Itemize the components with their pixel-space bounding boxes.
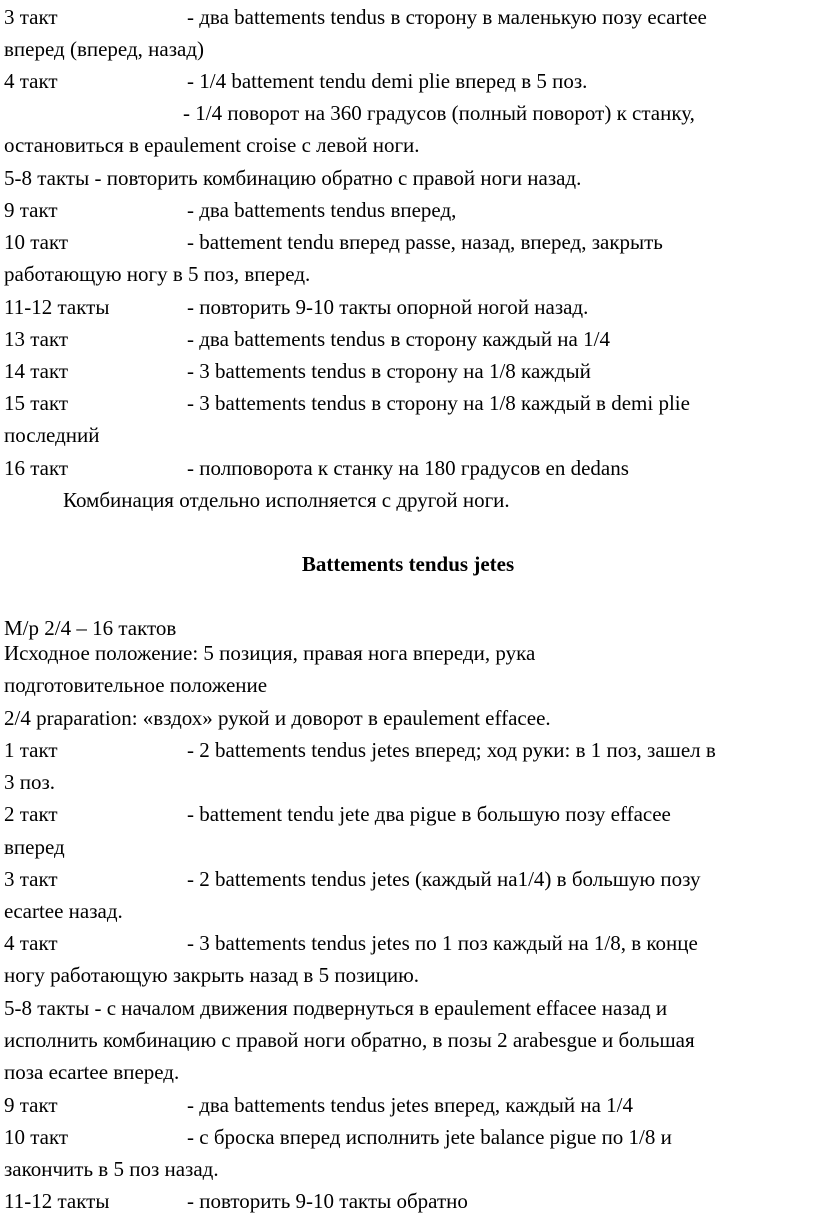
bar-text: - 2 battements tendus jetes (каждый на1/4) в большую позу (187, 867, 701, 891)
line-continuation: ecartee назад. (4, 899, 123, 923)
line-11-12-takty (4, 294, 589, 320)
line-2-takt (4, 801, 671, 827)
bar-text: - два battements tendus в сторону каждый на 1/4 (187, 327, 610, 351)
line-4-takt (4, 68, 588, 94)
line-9-takt (4, 197, 457, 223)
bar-label: 10 такт (4, 230, 69, 254)
line-14-takt (4, 358, 591, 384)
line-continuation: закончить в 5 поз назад. (4, 1157, 219, 1181)
line-3-takt-jetes (4, 866, 701, 892)
bar-text: - 2 battements tendus jetes вперед; ход руки: в 1 поз, зашел в (187, 738, 716, 762)
line-9-takt-jetes (4, 1092, 634, 1118)
line-15-takt (4, 390, 690, 416)
line-preparation: 2/4 praparation: «вздох» рукой и доворот в epaulement effacee. (4, 706, 551, 730)
combination-note: Комбинация отдельно исполняется с другой ноги. (63, 488, 510, 512)
line-continuation: ногу работающую закрыть назад в 5 позицию. (4, 963, 420, 987)
bar-text: - battement tendu jete два pigue в большую позу effacee (187, 802, 671, 826)
line-16-takt (4, 455, 629, 481)
line-starting-position: Исходное положение: 5 позиция, правая нога впереди, рука (4, 641, 536, 665)
bar-label: 4 такт (4, 69, 58, 93)
line-10-takt (4, 229, 663, 255)
bar-label: 3 такт (4, 867, 58, 891)
bar-text: - два battements tendus вперед, (187, 198, 457, 222)
bar-label: 13 такт (4, 327, 69, 351)
bar-text: - 1/4 battement tendu demi plie вперед в 5 поз. (187, 69, 588, 93)
line-continuation: вперед (вперед, назад) (4, 37, 205, 61)
bar-text: - 3 battements tendus в сторону на 1/8 каждый в demi plie (187, 391, 690, 415)
line-continuation: - 1/4 поворот на 360 градусов (полный поворот) к станку, (183, 101, 695, 125)
bar-label: 14 такт (4, 359, 69, 383)
bar-label: 9 такт (4, 1093, 58, 1117)
bar-label: 1 такт (4, 738, 58, 762)
bar-label: 9 такт (4, 198, 58, 222)
line-continuation: подготовительное положение (4, 673, 268, 697)
bar-text: - два battements tendus в сторону в маленькую позу ecartee (187, 5, 707, 29)
line-1-takt (4, 737, 716, 763)
bar-label: 16 такт (4, 456, 69, 480)
bar-label: 2 такт (4, 802, 58, 826)
bar-text: - повторить 9-10 такты обратно (187, 1189, 468, 1213)
line-continuation: последний (4, 423, 100, 447)
line-13-takt (4, 326, 610, 352)
line-continuation: исполнить комбинацию с правой ноги обратно, в позы 2 arabesgue и большая (4, 1028, 695, 1052)
line-4-takt-jetes (4, 930, 698, 956)
bar-label: 15 такт (4, 391, 69, 415)
line-continuation: работающую ногу в 5 поз, вперед. (4, 262, 311, 286)
line-continuation: 3 поз. (4, 770, 56, 794)
line-5-8-takty: 5-8 такты - повторить комбинацию обратно с правой ноги назад. (4, 166, 582, 190)
line-meter: М/р 2/4 – 16 тактов (4, 616, 177, 640)
section-heading: Battements tendus jetes (301, 552, 515, 576)
bar-text: - 3 battements tendus в сторону на 1/8 каждый (187, 359, 591, 383)
line-continuation: вперед (4, 835, 65, 859)
line-5-8-takty-jetes: 5-8 такты - с началом движения подвернуться в epaulement effacee назад и (4, 996, 668, 1020)
bar-text: - с броска вперед исполнить jete balance pigue по 1/8 и (187, 1125, 672, 1149)
bar-label: 11-12 такты (4, 295, 110, 319)
bar-label: 10 такт (4, 1125, 69, 1149)
line-continuation: поза ecartee вперед. (4, 1060, 180, 1084)
bar-text: - полповорота к станку на 180 градусов en dedans (187, 456, 629, 480)
bar-text: - 3 battements tendus jetes по 1 поз каждый на 1/8, в конце (187, 931, 698, 955)
bar-text: - battement tendu вперед passe, назад, вперед, закрыть (187, 230, 663, 254)
line-3-takt (4, 4, 707, 30)
line-11-12-takty-jetes (4, 1188, 468, 1214)
bar-text: - повторить 9-10 такты опорной ногой назад. (187, 295, 589, 319)
line-continuation: остановиться в epaulement croise с левой ноги. (4, 133, 420, 157)
bar-text: - два battements tendus jetes вперед, каждый на 1/4 (187, 1093, 634, 1117)
bar-label: 11-12 такты (4, 1189, 110, 1213)
line-10-takt-jetes (4, 1124, 672, 1150)
bar-label: 3 такт (4, 5, 58, 29)
bar-label: 4 такт (4, 931, 58, 955)
